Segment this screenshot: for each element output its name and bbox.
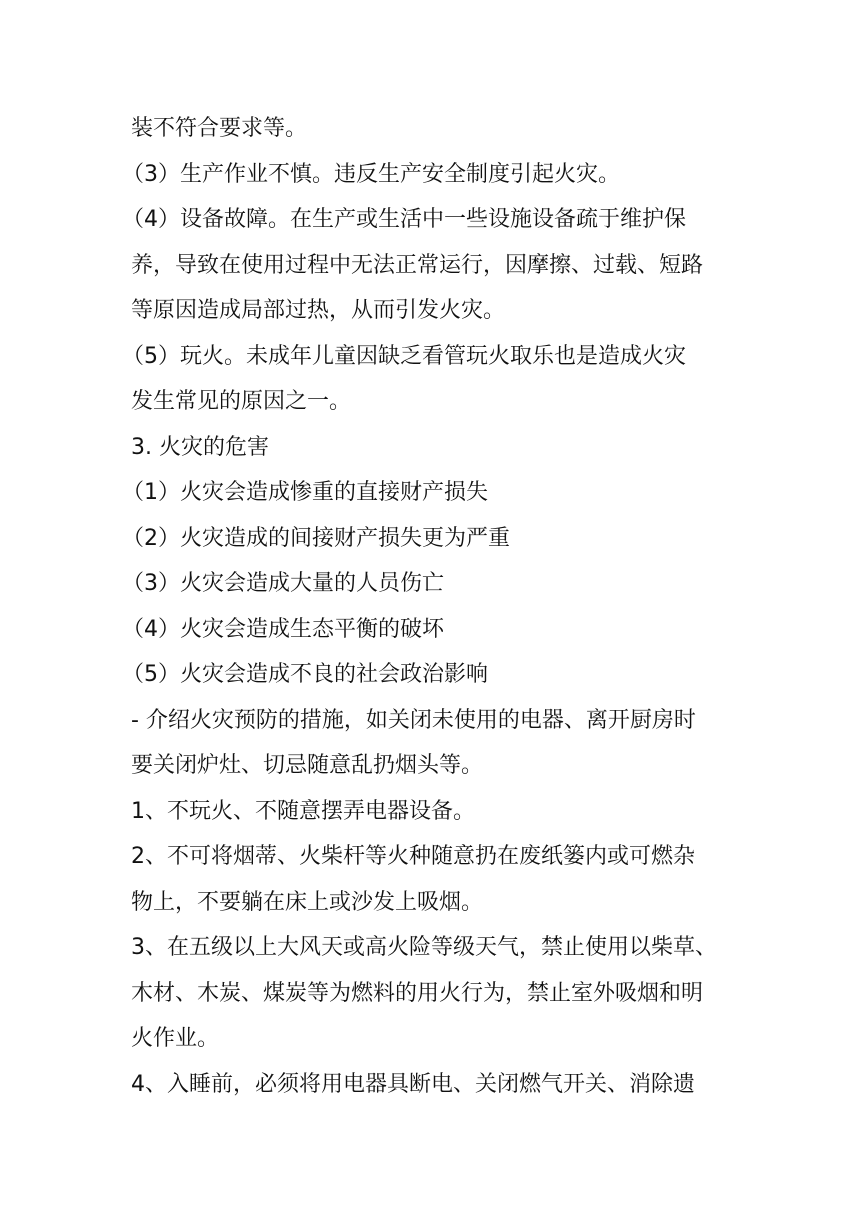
text-line: 4、入睡前，必须将用电器具断电、关闭燃气开关、消除遗 — [131, 1071, 695, 1097]
text-line: 木材、木炭、煤炭等为燃料的用火行为，禁止室外吸烟和明 — [131, 980, 704, 1006]
text-line: （3）火灾会造成大量的人员伤亡 — [122, 571, 444, 596]
text-line: - 介绍火灾预防的措施，如关闭未使用的电器、离开厨房时 — [131, 707, 696, 733]
text-line: （4）火灾会造成生态平衡的破坏 — [122, 616, 444, 642]
text-line: 发生常见的原因之一。 — [131, 389, 352, 414]
text-line: （2）火灾造成的间接财产损失更为严重 — [122, 525, 510, 551]
text-line: 3、在五级以上大风天或高火险等级天气，禁止使用以柴草、 — [131, 935, 717, 960]
text-line: 等原因造成局部过热，从而引发火灾。 — [131, 298, 506, 323]
text-line: 2、不可将烟蒂、火柴杆等火种随意扔在废纸篓内或可燃杂 — [131, 844, 695, 869]
text-line: 要关闭炉灶、切忌随意乱扔烟头等。 — [131, 753, 484, 778]
document-body — [122, 106, 741, 1107]
text-line: （1）火灾会造成惨重的直接财产损失 — [122, 480, 488, 505]
text-line: （5）火灾会造成不良的社会政治影响 — [122, 662, 488, 687]
section-heading: 3. 火灾的危害 — [131, 434, 269, 460]
text-line: 装不符合要求等。 — [131, 116, 308, 141]
text-line: 养，导致在使用过程中无法正常运行，因摩擦、过载、短路 — [131, 252, 704, 278]
text-line: （5）玩火。未成年儿童因缺乏看管玩火取乐也是造成火灾 — [122, 343, 686, 369]
text-line: 物上，不要躺在床上或沙发上吸烟。 — [131, 889, 484, 915]
text-line: 火作业。 — [131, 1026, 220, 1051]
text-line: 1、不玩火、不随意摆弄电器设备。 — [131, 798, 475, 824]
text-line: （3）生产作业不慎。违反生产安全制度引起火灾。 — [122, 161, 620, 187]
text-line: （4）设备故障。在生产或生活中一些设施设备疏于维护保 — [122, 207, 686, 232]
